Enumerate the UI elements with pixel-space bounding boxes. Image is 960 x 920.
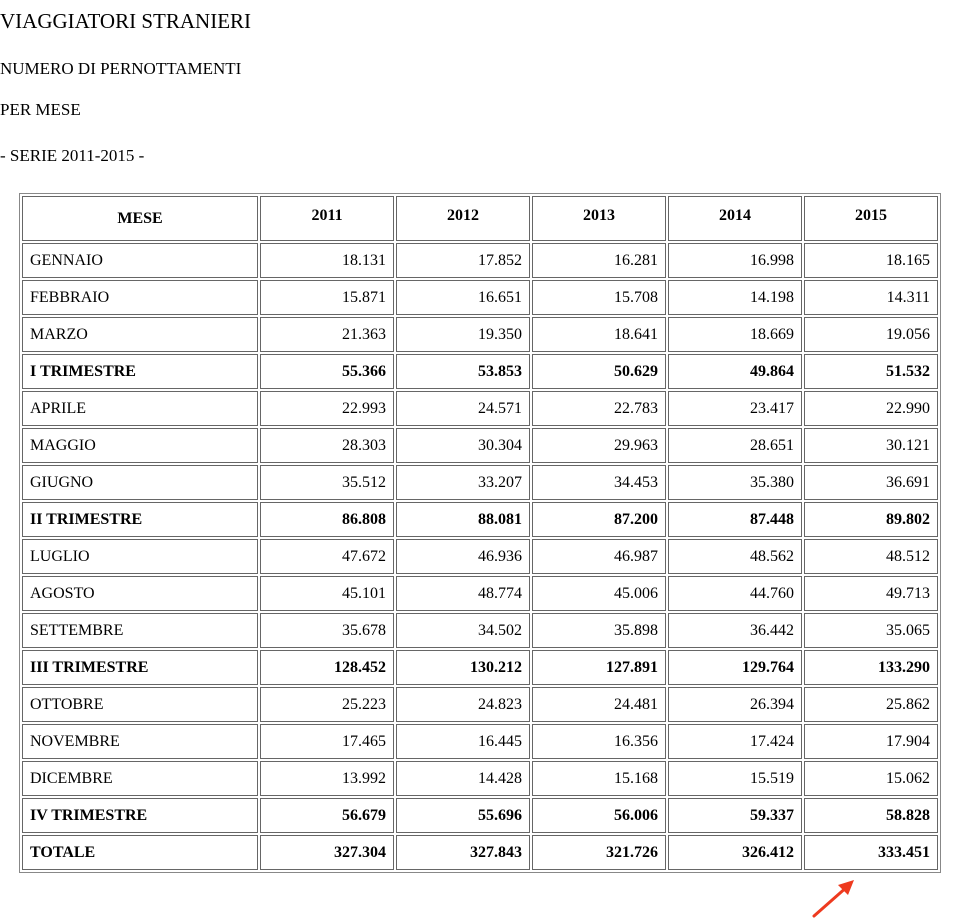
value-cell: 48.562 [668, 539, 802, 574]
value-cell: 25.862 [804, 687, 938, 722]
table-row [22, 428, 938, 463]
row-label: AGOSTO [22, 576, 258, 611]
value-cell: 22.993 [260, 391, 394, 426]
row-label: III TRIMESTRE [22, 650, 258, 685]
value-cell: 133.290 [804, 650, 938, 685]
value-cell: 35.678 [260, 613, 394, 648]
value-cell: 48.774 [396, 576, 530, 611]
value-cell: 16.445 [396, 724, 530, 759]
value-cell: 25.223 [260, 687, 394, 722]
value-cell: 24.823 [396, 687, 530, 722]
arrow-icon [808, 876, 860, 920]
table-row [22, 576, 938, 611]
column-header-mese: MESE [22, 196, 258, 241]
value-cell: 46.936 [396, 539, 530, 574]
page-subtitle-period: PER MESE [0, 100, 81, 119]
value-cell: 327.304 [260, 835, 394, 870]
value-cell: 44.760 [668, 576, 802, 611]
value-cell: 49.864 [668, 354, 802, 389]
value-cell: 23.417 [668, 391, 802, 426]
value-cell: 86.808 [260, 502, 394, 537]
table-body [22, 243, 938, 870]
value-cell: 45.006 [532, 576, 666, 611]
table-row [22, 539, 938, 574]
value-cell: 326.412 [668, 835, 802, 870]
row-label: GIUGNO [22, 465, 258, 500]
row-label: OTTOBRE [22, 687, 258, 722]
table-row-summary [22, 835, 938, 870]
table-row-summary [22, 502, 938, 537]
value-cell: 24.481 [532, 687, 666, 722]
value-cell: 15.708 [532, 280, 666, 315]
value-cell: 53.853 [396, 354, 530, 389]
column-header-2015: 2015 [804, 196, 938, 241]
value-cell: 21.363 [260, 317, 394, 352]
value-cell: 14.311 [804, 280, 938, 315]
row-label: FEBBRAIO [22, 280, 258, 315]
value-cell: 26.394 [668, 687, 802, 722]
overnight-stays-table [19, 193, 941, 873]
row-label: I TRIMESTRE [22, 354, 258, 389]
value-cell: 15.168 [532, 761, 666, 796]
value-cell: 321.726 [532, 835, 666, 870]
value-cell: 35.065 [804, 613, 938, 648]
value-cell: 18.131 [260, 243, 394, 278]
value-cell: 16.651 [396, 280, 530, 315]
value-cell: 327.843 [396, 835, 530, 870]
value-cell: 89.802 [804, 502, 938, 537]
value-cell: 127.891 [532, 650, 666, 685]
value-cell: 22.990 [804, 391, 938, 426]
table-row [22, 613, 938, 648]
value-cell: 33.207 [396, 465, 530, 500]
table-row [22, 391, 938, 426]
value-cell: 18.669 [668, 317, 802, 352]
value-cell: 59.337 [668, 798, 802, 833]
table-header-row [22, 196, 938, 241]
value-cell: 35.898 [532, 613, 666, 648]
table-row-summary [22, 650, 938, 685]
value-cell: 13.992 [260, 761, 394, 796]
value-cell: 18.641 [532, 317, 666, 352]
value-cell: 14.198 [668, 280, 802, 315]
value-cell: 16.998 [668, 243, 802, 278]
value-cell: 29.963 [532, 428, 666, 463]
column-header-2014: 2014 [668, 196, 802, 241]
row-label: TOTALE [22, 835, 258, 870]
value-cell: 15.062 [804, 761, 938, 796]
column-header-2011: 2011 [260, 196, 394, 241]
value-cell: 17.424 [668, 724, 802, 759]
table-row-summary [22, 354, 938, 389]
table-row [22, 465, 938, 500]
value-cell: 36.691 [804, 465, 938, 500]
value-cell: 129.764 [668, 650, 802, 685]
value-cell: 19.056 [804, 317, 938, 352]
row-label: MARZO [22, 317, 258, 352]
row-label: GENNAIO [22, 243, 258, 278]
value-cell: 19.350 [396, 317, 530, 352]
value-cell: 15.519 [668, 761, 802, 796]
row-label: MAGGIO [22, 428, 258, 463]
value-cell: 30.304 [396, 428, 530, 463]
value-cell: 17.852 [396, 243, 530, 278]
value-cell: 88.081 [396, 502, 530, 537]
column-header-2012: 2012 [396, 196, 530, 241]
row-label: IV TRIMESTRE [22, 798, 258, 833]
table-row-summary [22, 798, 938, 833]
table-row [22, 724, 938, 759]
value-cell: 18.165 [804, 243, 938, 278]
value-cell: 47.672 [260, 539, 394, 574]
value-cell: 50.629 [532, 354, 666, 389]
value-cell: 55.366 [260, 354, 394, 389]
value-cell: 34.502 [396, 613, 530, 648]
value-cell: 55.696 [396, 798, 530, 833]
value-cell: 28.651 [668, 428, 802, 463]
table-row [22, 280, 938, 315]
value-cell: 56.679 [260, 798, 394, 833]
value-cell: 17.465 [260, 724, 394, 759]
value-cell: 16.356 [532, 724, 666, 759]
value-cell: 46.987 [532, 539, 666, 574]
value-cell: 28.303 [260, 428, 394, 463]
value-cell: 130.212 [396, 650, 530, 685]
table-row [22, 761, 938, 796]
value-cell: 36.442 [668, 613, 802, 648]
value-cell: 87.448 [668, 502, 802, 537]
row-label: APRILE [22, 391, 258, 426]
value-cell: 22.783 [532, 391, 666, 426]
row-label: DICEMBRE [22, 761, 258, 796]
value-cell: 17.904 [804, 724, 938, 759]
row-label: NOVEMBRE [22, 724, 258, 759]
table-row [22, 317, 938, 352]
value-cell: 49.713 [804, 576, 938, 611]
value-cell: 14.428 [396, 761, 530, 796]
value-cell: 35.512 [260, 465, 394, 500]
value-cell: 58.828 [804, 798, 938, 833]
table-row [22, 687, 938, 722]
value-cell: 35.380 [668, 465, 802, 500]
page-subtitle-measure: NUMERO DI PERNOTTAMENTI [0, 59, 242, 78]
page-title: VIAGGIATORI STRANIERI [0, 9, 252, 33]
value-cell: 87.200 [532, 502, 666, 537]
value-cell: 16.281 [532, 243, 666, 278]
value-cell: 48.512 [804, 539, 938, 574]
page-subtitle-series: - SERIE 2011-2015 - [0, 146, 145, 165]
value-cell: 45.101 [260, 576, 394, 611]
value-cell: 34.453 [532, 465, 666, 500]
value-cell: 128.452 [260, 650, 394, 685]
value-cell: 333.451 [804, 835, 938, 870]
row-label: SETTEMBRE [22, 613, 258, 648]
value-cell: 51.532 [804, 354, 938, 389]
column-header-2013: 2013 [532, 196, 666, 241]
value-cell: 15.871 [260, 280, 394, 315]
value-cell: 56.006 [532, 798, 666, 833]
value-cell: 24.571 [396, 391, 530, 426]
row-label: II TRIMESTRE [22, 502, 258, 537]
row-label: LUGLIO [22, 539, 258, 574]
value-cell: 30.121 [804, 428, 938, 463]
table-row [22, 243, 938, 278]
